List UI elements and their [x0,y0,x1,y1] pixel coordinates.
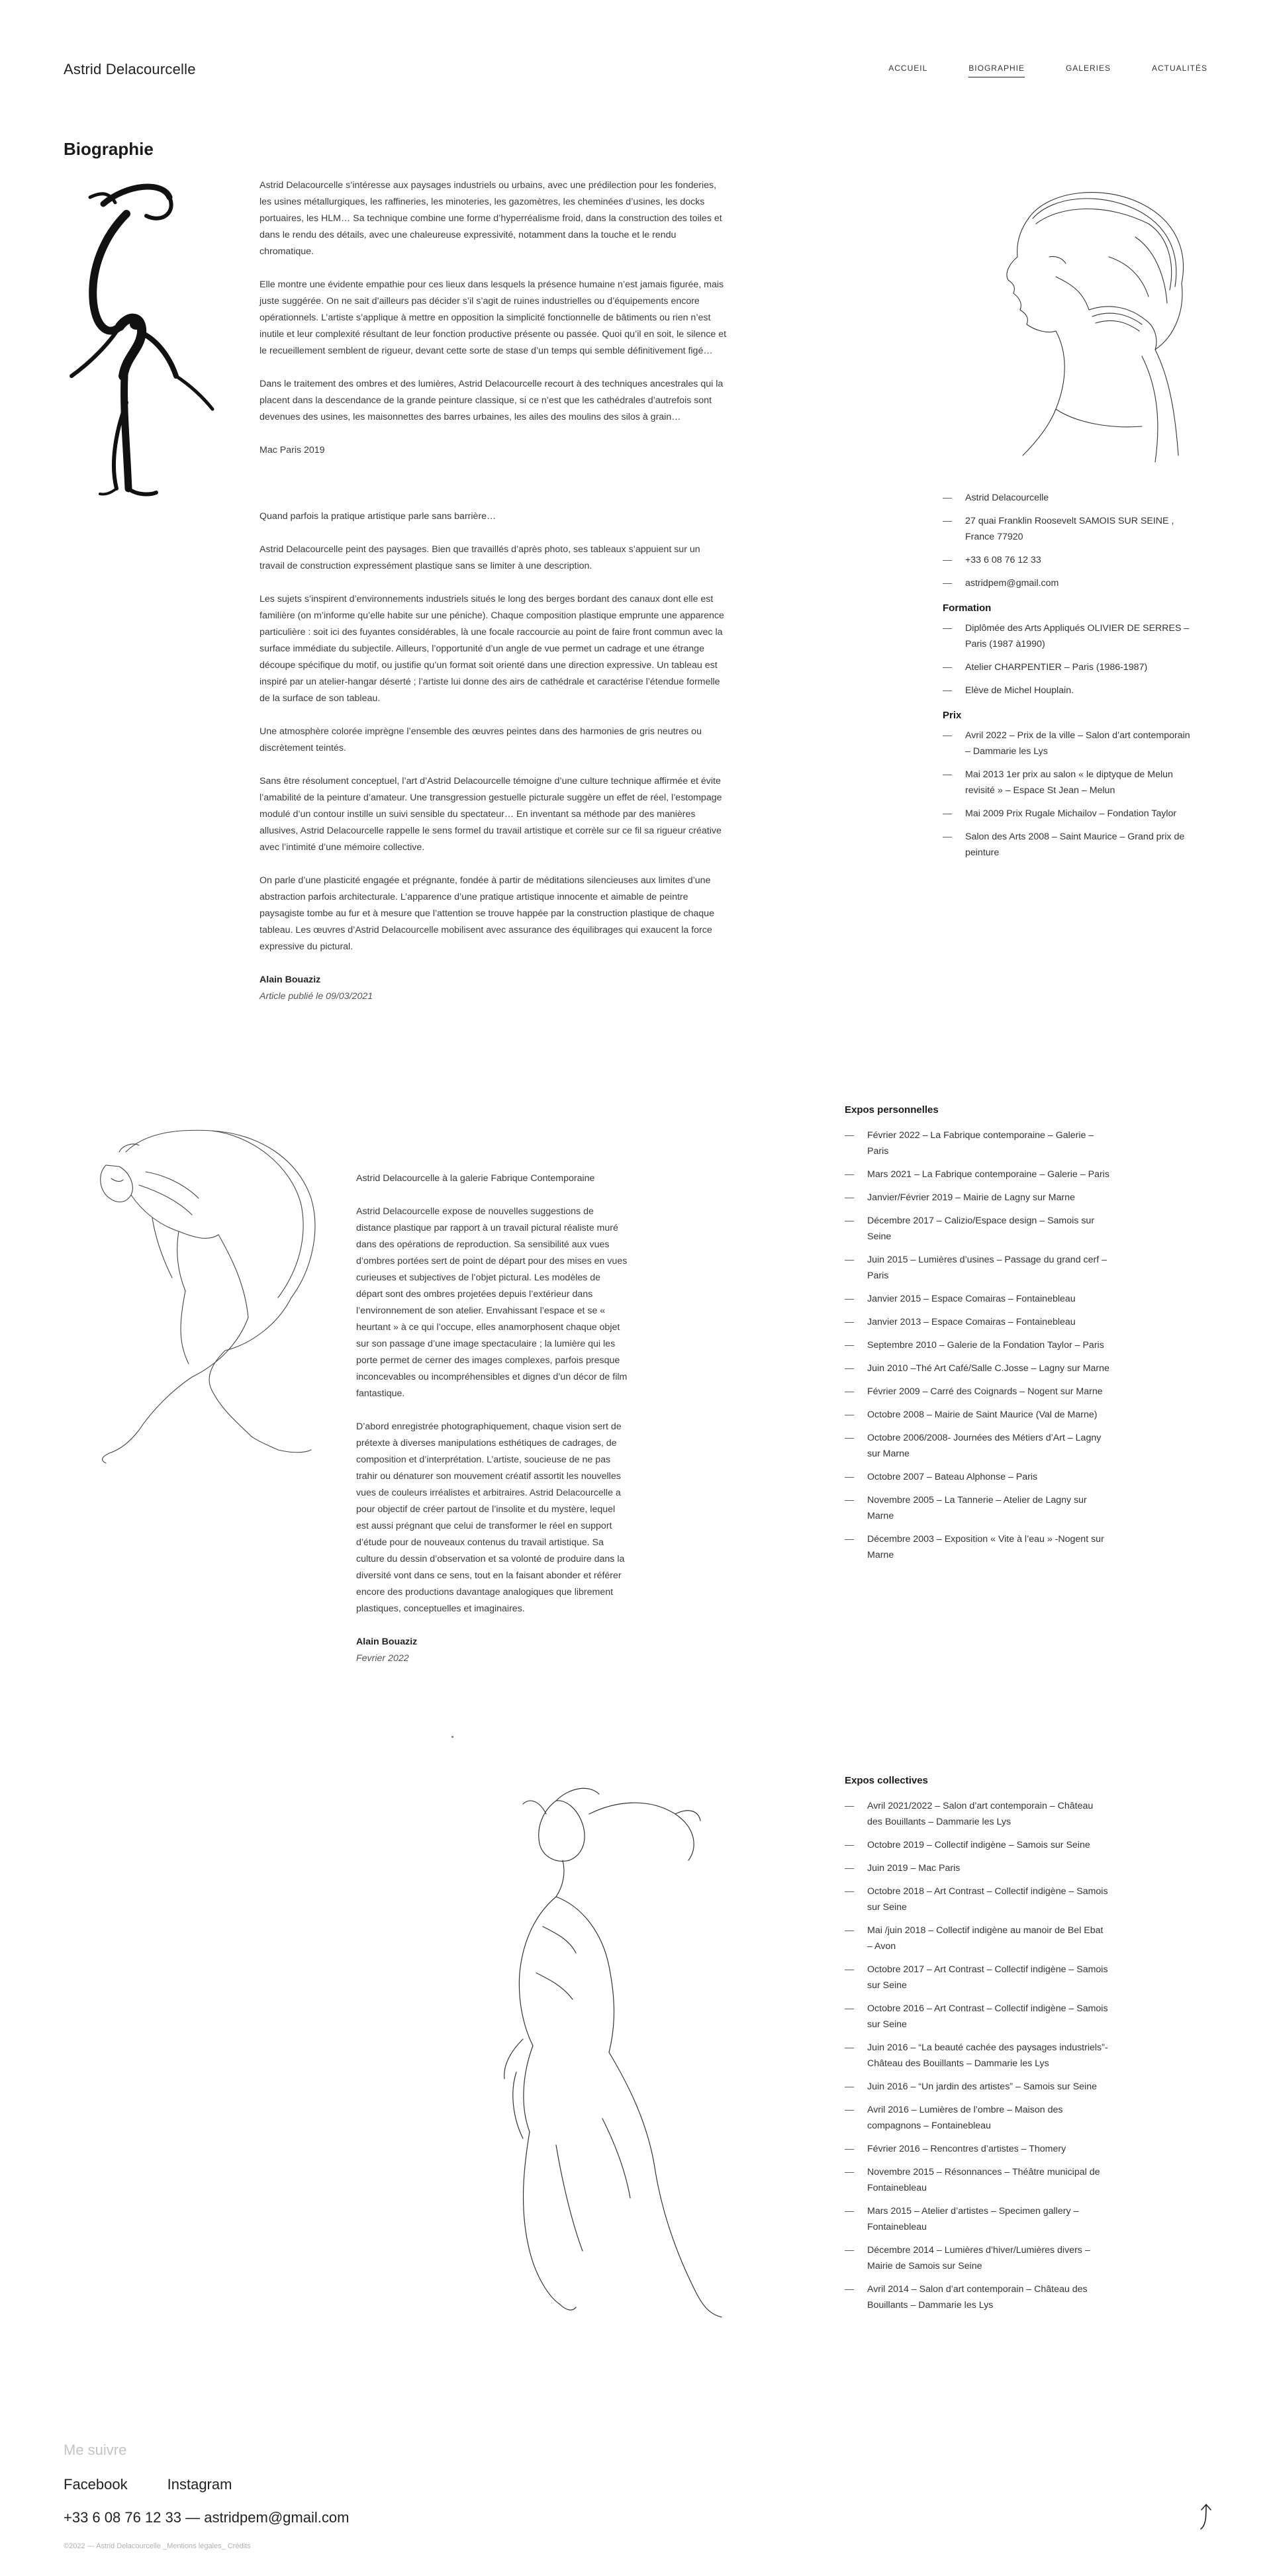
list-item: — Mai 2009 Prix Rugale Michailov – Fondation Taylor [943,806,1194,822]
list-item: — Avril 2022 – Prix de la ville – Salon d’art contemporain – Dammarie les Lys [943,728,1194,759]
list-item: — Avril 2021/2022 – Salon d’art contemporain – Château des Bouillants – Dammarie les Lys [845,1798,1109,1830]
list-item: — Décembre 2014 – Lumières d’hiver/Lumières divers – Mairie de Samois sur Seine [845,2242,1109,2274]
article-paragraph: D’abord enregistrée photographiquement, chaque vision sert de prétexte à diverses manipulations esthétiques de cadrages, de composition et d’interprétation. L’artiste, soucieuse de ne pas trahir ou dénaturer son mouvement créatif assortit les nouvelles vues de couleurs irréalistes et arbitraires. Astrid Delacourcelle a pour objectif de créer partout de l’insolite et du mystère, lequel est aussi prégnant que celui de transformer le réel en support d’étude pour de nouveaux contenus du travail artistique. Sa culture du dessin d’observation et sa volonté de produire dans la diversité vont dans ce sens, tout en la faisant abonder et référer encore des productions davantage analogiques que librement plastiques, conceptuelles et imaginaires. [356,1421,625,1614]
ink-calligraphy-drawing [64,177,242,508]
artist-info-column [943,490,1194,868]
nav-item-actualites[interactable]: ACTUALITÉS [1151,64,1207,73]
page-title: Biographie [64,139,154,159]
bio-paragraph: Dans le traitement des ombres et des lumières, Astrid Delacourcelle recourt à des techniques ancestrales qui la placent dans la descendance de la grande peinture classique, si ce n’est que les cathédrales d’autrefois sont devenues des usines, les maisonnettes des barres urbaines, les ailes des moulins des silos à grain… [259,379,724,422]
footer-contact[interactable]: +33 6 08 76 12 33 — astridpem@gmail.com [64,2509,350,2526]
list-item: — Octobre 2007 – Bateau Alphonse – Paris [845,1469,1109,1485]
list-item: — Juin 2016 – “La beauté cachée des paysages industriels”- Château des Bouillants – Dammarie les Lys [845,2040,1109,2072]
article-paragraph: Astrid Delacourcelle expose de nouvelles suggestions de distance plastique par rapport à un travail pictural réaliste muré dans des opérations de reproduction. Sa sensibilité aux vues d’ombres portées sert de point de départ pour des mises en vues curieuses et subjectives de l’objet pictural. Les modèles de départ sont des ombres projetées depuis l’extérieur dans l’environnement de son atelier. Envahissant l’espace et se « heurtant » à ce qui l’occupe, elles anamorphosent chaque objet sur son passage d’une image spectaculaire ; la lumière qui les porte permet de cerner des images complexes, parfois presque inconcevables ou incompréhensibles et dignes d’un décor de film fantastique. [356,1206,628,1399]
footer-copyright[interactable]: ©2022 — Astrid Delacourcelle _Mentions légales_ Crédits [64,2542,251,2550]
expos-personnelles-section [845,1102,1109,1570]
list-item: — Atelier CHARPENTIER – Paris (1986-1987) [943,659,1194,675]
list-item: — Janvier 2015 – Espace Comairas – Fontainebleau [845,1291,1109,1307]
nav-item-accueil[interactable]: ACCUEIL [888,64,928,73]
list-item: — Mai 2013 1er prix au salon « le diptyque de Melun revisité » – Espace St Jean – Melun [943,767,1194,798]
list-item: — Novembre 2005 – La Tannerie – Atelier de Lagny sur Marne [845,1492,1109,1524]
list-item: — Juin 2016 – “Un jardin des artistes” – Samois sur Seine [845,2079,1109,2095]
list-item: — Décembre 2017 – Calizio/Espace design – Samois sur Seine [845,1213,1109,1245]
list-item: — Janvier 2013 – Espace Comairas – Fontainebleau [845,1314,1109,1330]
standing-woman-sketch-drawing [457,1774,768,2337]
list-item: — Septembre 2010 – Galerie de la Fondation Taylor – Paris [845,1337,1109,1353]
list-item: — Mai /juin 2018 – Collectif indigène au manoir de Bel Ebat – Avon [845,1923,1109,1954]
list-item: — Elève de Michel Houplain. [943,683,1194,698]
article-author: Alain Bouaziz [356,1637,418,1647]
instagram-link[interactable]: Instagram [167,2476,232,2493]
bio-paragraph: Elle montre une évidente empathie pour ces lieux dans lesquels la présence humaine n’est jamais figurée, mais juste suggérée. On ne sait d’ailleurs pas décider s’il s’agit de ruines industrielles ou d’équipements encore opérationnels. L’artiste s’applique à mettre en opposition la simplicité fonctionnelle de bâtiments ou rien n’est inutile et leur complexité résultant de leur fonction productive présente ou passée. Quoi qu’il en soit, le silence et le recueillement semblent de rigueur, devant cette sorte de stase d’un temps qui semble définitivement figé… [259,279,727,356]
nav-item-biographie[interactable]: BIOGRAPHIE [968,64,1025,77]
bio-paragraph: Astrid Delacourcelle s’intéresse aux paysages industriels ou urbains, avec une prédilection pour les fonderies, les usines métallurgiques, les raffineries, les minoteries, les gazomètres, les cheminées d’usines, les docks portuaires, les HLM… Sa technique combine une forme d’hyperréalisme froid, dans la construction des toiles et dans le rendu des détails, avec une chaleureuse expressivité, notamment dans la touche et le rendu chromatique. [259,180,722,257]
contact-email[interactable]: — astridpem@gmail.com [943,575,1194,591]
nav-item-galeries[interactable]: GALERIES [1065,64,1111,73]
list-item: — Avril 2016 – Lumières de l’ombre – Maison des compagnons – Fontainebleau [845,2102,1109,2134]
list-item: — Avril 2014 – Salon d’art contemporain – Château des Bouillants – Dammarie les Lys [845,2281,1109,2313]
list-item: — Octobre 2016 – Art Contrast – Collectif indigène – Samois sur Seine [845,2001,1109,2032]
site-title[interactable]: Astrid Delacourcelle [64,61,196,77]
list-item: — Octobre 2019 – Collectif indigène – Samois sur Seine [845,1837,1109,1853]
contact-name: — Astrid Delacourcelle [943,490,1194,506]
bending-figure-sketch-drawing [79,1125,344,1496]
list-item: — Salon des Arts 2008 – Saint Maurice – Grand prix de peinture [943,829,1194,861]
contact-address: — 27 quai Franklin Roosevelt SAMOIS SUR SEINE , France 77920 [943,513,1194,545]
article-author: Alain Bouaziz [259,975,321,985]
portrait-sketch-drawing [957,177,1208,469]
list-item: — Janvier/Février 2019 – Mairie de Lagny sur Marne [845,1190,1109,1206]
list-item: — Octobre 2008 – Mairie de Saint Maurice (Val de Marne) [845,1407,1109,1423]
expos-collectives-section [845,1773,1109,2320]
expos-collectives-heading: Expos collectives [845,1775,928,1786]
list-item: — Février 2009 – Carré des Coignards – Nogent sur Marne [845,1384,1109,1400]
site-header [0,0,1271,132]
bio-paragraph: Astrid Delacourcelle peint des paysages. Bien que travaillés d’après photo, ses tableaux s’appuient sur un travail de construction expressément plastique sans se limiter à une description. [259,544,700,571]
arrow-up-curved-icon[interactable] [1192,2501,1218,2530]
list-item: — Février 2022 – La Fabrique contemporaine – Galerie – Paris [845,1127,1109,1159]
bio-signature: Mac Paris 2019 [259,445,325,455]
contact-list [943,490,1194,591]
bio-paragraph: Les sujets s’inspirent d’environnements industriels situés le long des berges bordant des canaux dont elle est familière (on m’informe qu’elle habite sur une péniche). Chaque composition plastique emprunte une apparence particulière : soit ici des fuyantes considérables, là une focale raccourcie au point de faire front commun avec la surface immédiate du subjectile. Ailleurs, l’opportunité d’un angle de vue permet un cadrage et une étrange découpe spécifique du motif, ou justifie qu’un format soit orienté dans une direction expressive. Un tableau est inspiré par un atelier-hangar déserté ; l’artiste lui donne des airs de cathédrale et caractérise l’étendue formelle de la surface de son tableau. [259,594,724,704]
formation-list [943,620,1194,698]
list-item: — Novembre 2015 – Résonnances – Théâtre municipal de Fontainebleau [845,2164,1109,2196]
decorative-dot [451,1736,453,1738]
expos-collectives-list [845,1798,1109,2313]
prix-list [943,728,1194,861]
list-item: — Diplômée des Arts Appliqués OLIVIER DE SERRES – Paris (1987 à1990) [943,620,1194,652]
bio-paragraph: Une atmosphère colorée imprègne l’ensemble des œuvres peintes dans des harmonies de gris neutres ou discrètement teintés. [259,726,702,753]
article-date: Fevrier 2022 [356,1653,409,1664]
bio-paragraph: On parle d’une plasticité engagée et prégnante, fondée à partir de méditations silencieuses aux limites d’une abstraction parfois architecturale. L’apparence d’une pratique artistique innocente et aimable de peintre paysagiste tombe au fur et à mesure que l’attention se trouve happée par la construction plastique de chaque tableau. Les œuvres d’Astrid Delacourcelle mobilisent avec assurance des équilibrages qui exaucent la force expressive du pictural. [259,875,714,952]
bio-paragraph: Quand parfois la pratique artistique parle sans barrière… [259,511,496,522]
main-nav [888,64,1207,77]
list-item: — Mars 2021 – La Fabrique contemporaine – Galerie – Paris [845,1167,1109,1182]
list-item: — Octobre 2018 – Art Contrast – Collectif indigène – Samois sur Seine [845,1884,1109,1915]
bio-paragraph: Sans être résolument conceptuel, l’art d’Astrid Delacourcelle témoigne d’une culture technique affirmée et évite l’amabilité de la peinture d’amateur. Une transgression gestuelle picturale suggère un effet de réel, l’estompage modulé d’un contour instille un suivi sensible du spectateur… En inventant sa méthode par des manières allusives, Astrid Delacourcelle rappelle le sens formel du travail artistique et corrèle sur ce fil sa rigueur créative avec l’intimité d’une mémoire collective. [259,776,722,853]
footer-follow-label: Me suivre [64,2442,127,2458]
expos-personnelles-list [845,1127,1109,1563]
list-item: — Octobre 2006/2008- Journées des Métiers d’Art – Lagny sur Marne [845,1430,1109,1462]
list-item: — Décembre 2003 – Exposition « Vite à l’eau » -Nogent sur Marne [845,1531,1109,1563]
list-item: — Février 2016 – Rencontres d’artistes – Thomery [845,2141,1109,2157]
list-item: — Mars 2015 – Atelier d’artistes – Specimen gallery – Fontainebleau [845,2203,1109,2235]
expos-personnelles-heading: Expos personnelles [845,1104,939,1116]
list-item: — Juin 2015 – Lumières d’usines – Passage du grand cerf – Paris [845,1252,1109,1284]
formation-heading: Formation [943,602,992,614]
article-paragraph: Astrid Delacourcelle à la galerie Fabrique Contemporaine [356,1173,595,1184]
article-date: Article publié le 09/03/2021 [259,991,373,1002]
article-fabrique-contemporaine [356,1170,629,1684]
list-item: — Octobre 2017 – Art Contrast – Collectif indigène – Samois sur Seine [845,1962,1109,1993]
spacer [259,475,727,508]
footer-social-links [64,2476,232,2493]
prix-heading: Prix [943,710,962,721]
list-item: — Juin 2019 – Mac Paris [845,1860,1109,1876]
contact-phone[interactable]: — +33 6 08 76 12 33 [943,552,1194,568]
biography-text [259,177,727,1022]
facebook-link[interactable]: Facebook [64,2476,128,2493]
list-item: — Juin 2010 –Thé Art Café/Salle C.Josse – Lagny sur Marne [845,1360,1109,1376]
